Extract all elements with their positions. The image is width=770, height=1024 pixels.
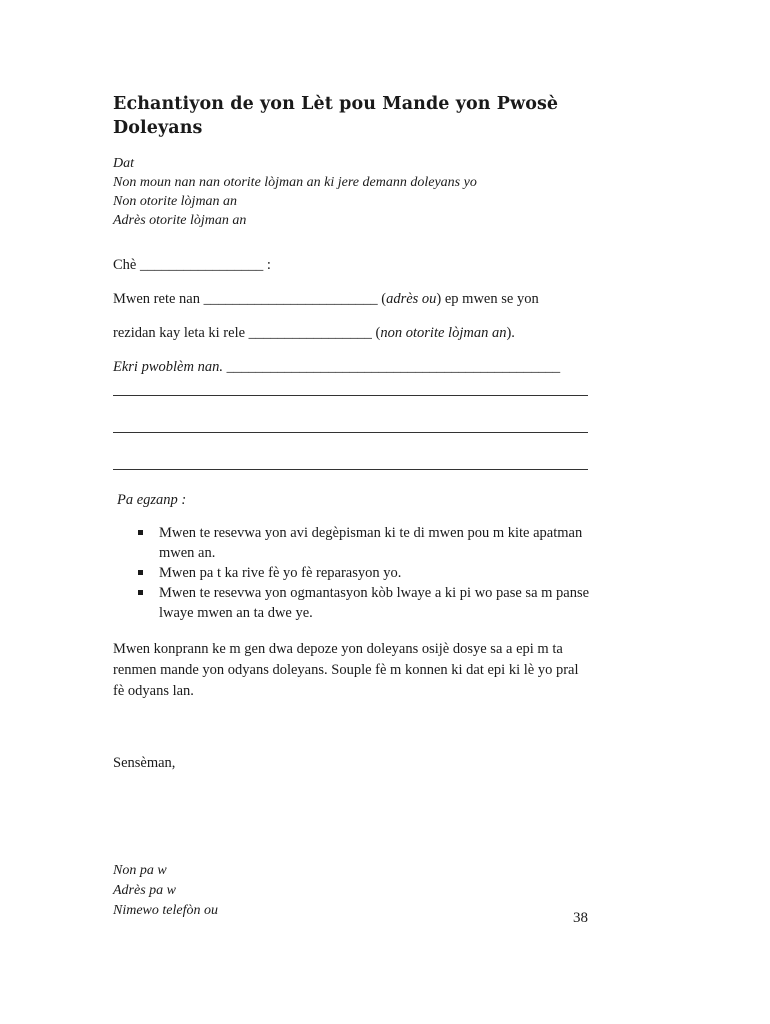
page-number: 38	[573, 910, 588, 926]
authority-address-line: Adrès otorite lòjman an	[113, 213, 247, 228]
salutation	[113, 255, 591, 275]
writing-rule	[113, 469, 588, 470]
paren-open: (	[381, 291, 387, 307]
salutation-prefix: Chè	[113, 257, 137, 273]
bullet-marker	[138, 590, 143, 595]
closing-paragraph: Mwen konprann ke m gen dwa depoze yon doleyans osijè dosye sa a epi m ta renmen mande yon odyans doleyans. Souple fè m konnen ki dat epi ki lè yo pral fè odyans lan.	[113, 641, 579, 699]
problem-label: Ekri pwoblèm nan.	[113, 359, 223, 375]
bullet-marker	[138, 530, 143, 535]
writing-rule	[113, 432, 588, 433]
signature-name-line: Non pa w	[113, 863, 167, 878]
bullet-marker	[138, 570, 143, 575]
example-text: Mwen te resevwa yon ogmantasyon kòb lwaye a ki pi wo pase sa m panse lwaye mwen an ta dwe ye.	[159, 585, 590, 621]
signature-block	[113, 861, 591, 921]
list-item	[135, 583, 591, 623]
residence-line	[113, 289, 591, 309]
resident-text: rezidan kay leta ki rele	[113, 325, 246, 341]
signature-address-line: Adrès pa w	[113, 883, 176, 898]
resident-text-end: ).	[506, 325, 515, 341]
sign-off: Sensèman,	[113, 755, 176, 771]
example-text: Mwen te resevwa yon avi degèpisman ki te di mwen pou m kite apatman mwen an.	[159, 525, 583, 561]
example-text: Mwen pa t ka rive fè yo fè reparasyon yo.	[159, 565, 402, 581]
salutation-suffix: :	[266, 257, 271, 273]
paren-open: (	[375, 325, 381, 341]
problem-line	[113, 357, 591, 377]
salutation-blank: _________________	[139, 257, 264, 273]
letter-page	[113, 92, 591, 921]
signature-phone-line: Nimewo telefòn ou	[113, 903, 218, 918]
authority-blank: _________________	[248, 325, 372, 341]
page-title: Echantiyon de yon Lèt pou Mande yon Pwosè Doleyans	[113, 94, 559, 138]
authority-name-line: Non otorite lòjman an	[113, 194, 238, 209]
examples-label: Pa egzanp :	[117, 492, 187, 508]
list-item	[135, 523, 591, 563]
problem-blank: ______________________________________________	[226, 359, 561, 375]
list-item	[135, 563, 591, 583]
authority-hint: non otorite lòjman an	[380, 325, 507, 341]
letter-header	[113, 154, 591, 230]
address-blank: ________________________	[203, 291, 378, 307]
residence-text: Mwen rete nan	[113, 291, 200, 307]
date-line: Dat	[113, 156, 134, 171]
residence-text-end: ) ep mwen se yon	[436, 291, 539, 307]
recipient-name-line: Non moun nan nan otorite lòjman an ki jere demann doleyans yo	[113, 175, 477, 190]
examples-list	[113, 523, 591, 623]
writing-rule	[113, 395, 588, 396]
resident-line	[113, 323, 591, 343]
address-hint: adrès ou	[386, 291, 437, 307]
